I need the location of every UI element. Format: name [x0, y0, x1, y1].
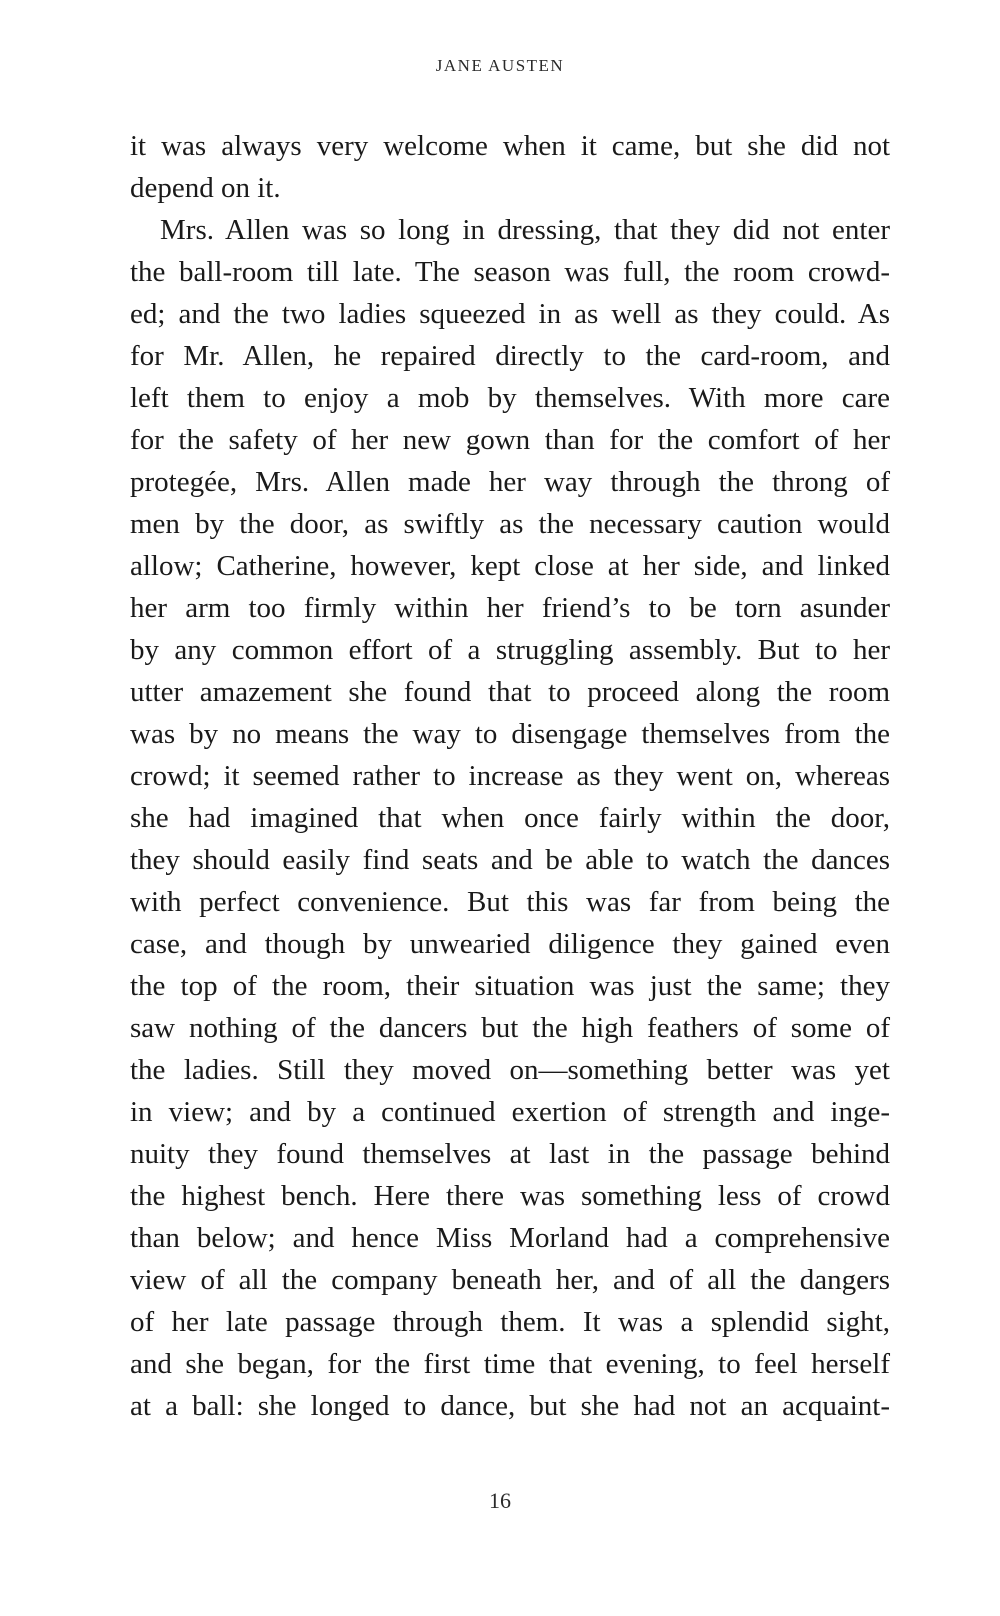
text-line: view of all the company beneath her, and of all the dangers	[130, 1264, 890, 1296]
text-line: men by the door, as swiftly as the necessary caution would	[130, 508, 890, 540]
text-line: allow; Catherine, however, kept close at her side, and linked	[130, 550, 890, 582]
text-line: the ball-room till late. The season was full, the room crowd-	[130, 256, 890, 288]
text-line: her arm too firmly within her friend’s to be torn asunder	[130, 592, 890, 624]
text-line: Mrs. Allen was so long in dressing, that they did not enter	[160, 214, 890, 246]
text-line: depend on it.	[130, 172, 281, 204]
text-line: for Mr. Allen, he repaired directly to the card-room, and	[130, 340, 890, 372]
text-line: at a ball: she longed to dance, but she had not an acquaint-	[130, 1390, 890, 1422]
text-line: utter amazement she found that to proceed along the room	[130, 676, 890, 708]
text-line: case, and though by unwearied diligence they gained even	[130, 928, 890, 960]
text-line: saw nothing of the dancers but the high feathers of some of	[130, 1012, 890, 1044]
text-line: the ladies. Still they moved on—something better was yet	[130, 1054, 890, 1086]
text-line: ed; and the two ladies squeezed in as well as they could. As	[130, 298, 890, 330]
text-line: of her late passage through them. It was a splendid sight,	[130, 1306, 890, 1338]
text-line: protegée, Mrs. Allen made her way through the throng of	[130, 466, 890, 498]
text-line: by any common effort of a struggling assembly. But to her	[130, 634, 890, 666]
text-line: she had imagined that when once fairly within the door,	[130, 802, 890, 834]
page-number: 16	[489, 1488, 511, 1513]
text-line: left them to enjoy a mob by themselves. With more care	[130, 382, 890, 414]
text-line: it was always very welcome when it came, but she did not	[130, 130, 890, 162]
text-line: for the safety of her new gown than for the comfort of her	[130, 424, 890, 456]
text-line: the top of the room, their situation was just the same; they	[130, 970, 890, 1002]
text-line: crowd; it seemed rather to increase as they went on, whereas	[130, 760, 890, 792]
text-line: was by no means the way to disengage themselves from the	[130, 718, 890, 750]
text-line: nuity they found themselves at last in the passage behind	[130, 1138, 890, 1170]
running-head: JANE AUSTEN	[435, 56, 565, 75]
text-line: with perfect convenience. But this was far from being the	[130, 886, 890, 918]
text-line: the highest bench. Here there was something less of crowd	[130, 1180, 890, 1212]
text-line: they should easily find seats and be able to watch the dances	[130, 844, 890, 876]
text-line: in view; and by a continued exertion of strength and inge-	[130, 1096, 890, 1128]
text-line: and she began, for the first time that evening, to feel herself	[130, 1348, 890, 1380]
body-text	[130, 125, 890, 1427]
text-line: than below; and hence Miss Morland had a comprehensive	[130, 1222, 890, 1254]
